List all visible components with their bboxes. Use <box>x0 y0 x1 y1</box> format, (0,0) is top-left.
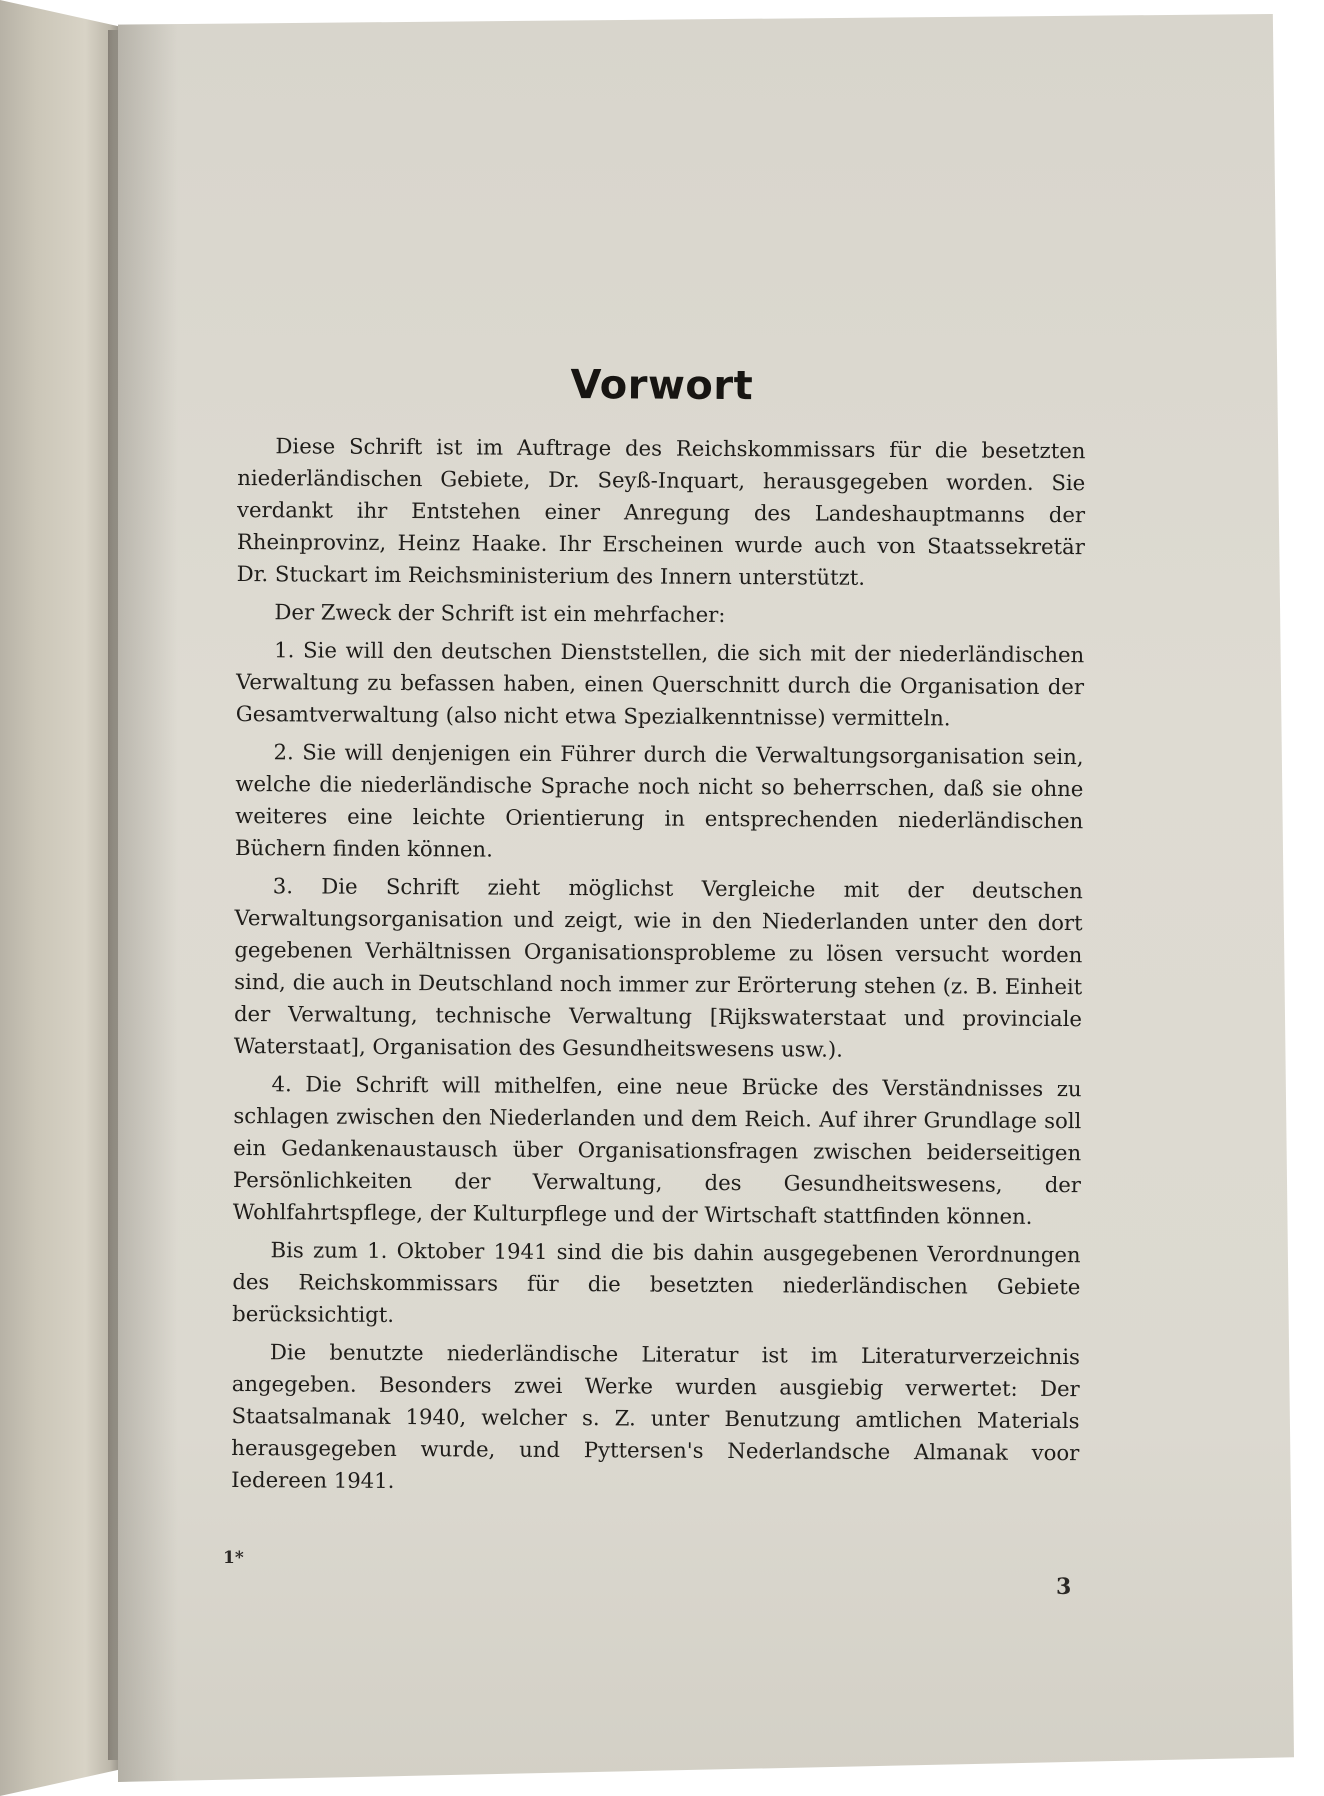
page-title: Vorwort <box>570 362 754 410</box>
paragraph-point-2: 2. Sie will denjenigen ein Führer durch die Verwaltungsorganisation sein, welche die niederländische Sprache noch nicht so beherrschen, daß sie ohne weiteres eine leichte Orientierung in entsprechenden niederländischen Büchern finden können. <box>234 739 1084 862</box>
paragraph-point-4: 4. Die Schrift will mithelfen, eine neue Brücke des Verständnisses zu schlagen zwischen den Niederlanden und dem Reich. Auf ihrer Grundlage soll ein Gedankenaustausch über Organisationsfragen zwischen beiderseitigen Persönlichkeiten der Verwaltung, des Gesundheitswesens, der Wohlfahrtspflege, der Kulturpflege und der Wirtschaft stattfinden können. <box>232 1071 1082 1229</box>
paragraph-purpose: Der Zweck der Schrift ist ein mehrfacher: <box>274 599 726 627</box>
paragraph-literature: Die benutzte niederländische Literatur ist im Literaturverzeichnis angegeben. Besonders zwei Werke wurden ausgiebig verwertet: Der Staatsalmanak 1940, welcher s. Z. unter Benutzung amtlichen Materials herausgegeben wurde, und Pyttersen's Nederlandsche Almanak voor Iedereen 1941. <box>231 1339 1081 1493</box>
page-number: 3 <box>1056 1574 1072 1600</box>
signature-mark: 1* <box>223 1548 244 1568</box>
page-gutter-shade <box>118 14 178 1782</box>
page-text-block <box>231 360 1086 1507</box>
paragraph-point-1: 1. Sie will den deutschen Dienststellen, die sich mit der niederländischen Verwaltung zu befassen haben, einen Querschnitt durch die Organisation der Gesamtverwaltung (also nicht etwa Spezialkenntnisse) vermitteln. <box>235 637 1085 731</box>
paragraph-intro: Diese Schrift ist im Auftrage des Reichskommissars für die besetzten niederländischen Gebiete, Dr. Seyß-Inquart, herausgegeben worden. Sie verdankt ihr Entstehen einer Anregung des Landeshauptmanns der Rheinprovinz, Heinz Haake. Ihr Erscheinen wurde auch von Staatssekretär Dr. Stuckart im Reichsministerium des Innern unterstützt. <box>236 433 1086 590</box>
paragraph-ordinances: Bis zum 1. Oktober 1941 sind die bis dahin ausgegebenen Verordnungen des Reichskommissars für die besetzten niederländischen Gebiete berücksichtigt. <box>232 1237 1081 1327</box>
paragraph-point-3: 3. Die Schrift zieht möglichst Vergleiche mit der deutschen Verwaltungsorganisation und zeigt, wie in den Niederlanden unter den dort gegebenen Verhältnissen Organisationsprobleme zu lösen versucht worden sind, die auch in Deutschland noch immer zur Erörterung stehen (z. B. Einheit der Verwaltung, technische Verwaltung [Rijkswaterstaat und provinciale Waterstaat], Organisation des Gesundheitswesens usw.). <box>233 873 1083 1062</box>
left-page-edge <box>0 0 122 1796</box>
